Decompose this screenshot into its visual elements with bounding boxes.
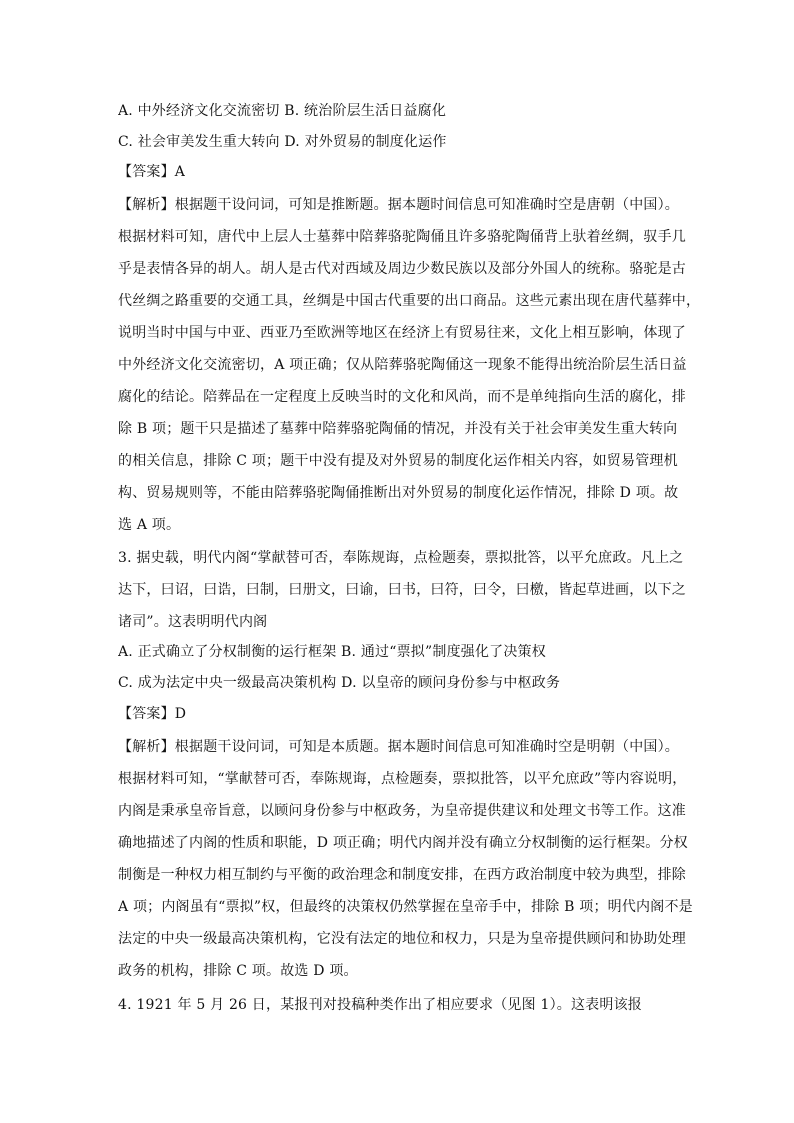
q3-analysis-line: 根据材料可知，“掌献替可否，奉陈规诲，点检题奏，票拟批答，以平允庶政”等内容说明， xyxy=(118,771,687,787)
q2-analysis-line: 【解析】根据题干设问词，可知是推断题。据本题时间信息可知准确时空是唐朝（中国）。 xyxy=(118,197,679,213)
q3-analysis-line: 政务的机构，排除 C 项。故选 D 项。 xyxy=(118,963,358,979)
q2-options-ab: A. 中外经济文化交流密切 B. 统治阶层生活日益腐化 xyxy=(118,103,447,119)
q3-analysis-line: 内阁是秉承皇帝旨意，以顾问身份参与中枢政务，为皇帝提供建议和处理文书等工作。这准 xyxy=(118,803,686,819)
q3-analysis-line: 法定的中央一级最高决策机构，它没有法定的地位和权力，只是为皇帝提供顾问和协助处理 xyxy=(118,931,686,947)
q2-options-cd: C. 社会审美发生重大转向 D. 对外贸易的制度化运作 xyxy=(118,134,447,150)
q3-analysis-line: 确地描述了内阁的性质和职能，D 项正确；明代内阁并没有确立分权制衡的运行框架。分权 xyxy=(118,835,688,851)
q3-answer: 【答案】D xyxy=(118,706,187,722)
q3-analysis-line: 制衡是一种权力相互制约与平衡的政治理念和制度安排，在西方政治制度中较为典型，排除 xyxy=(118,867,686,883)
q2-answer: 【答案】A xyxy=(118,164,186,180)
q2-analysis-line: 的相关信息，排除 C 项；题干中没有提及对外贸易的制度化运作相关内容，如贸易管理机 xyxy=(118,453,678,469)
q2-analysis-line: 根据材料可知，唐代中上层人士墓葬中陪葬骆驼陶俑且许多骆驼陶俑背上驮着丝绸，驭手几 xyxy=(118,229,686,245)
q3-stem-line: 3. 据史载，明代内阁“掌献替可否，奉陈规诲，点检题奏，票拟批答，以平允庶政。凡上之 xyxy=(118,550,684,566)
q2-analysis-line: 腐化的结论。陪葬品在一定程度上反映当时的文化和风尚，而不是单纯指向生活的腐化，排 xyxy=(118,389,686,405)
q3-analysis-line: 【解析】根据题干设问词，可知是本质题。据本题时间信息可知准确时空是明朝（中国）。 xyxy=(118,739,679,755)
q3-options-ab: A. 正式确立了分权制衡的运行框架 B. 通过“票拟”制度强化了决策权 xyxy=(118,644,546,660)
q2-analysis-line: 说明当时中国与中亚、西亚乃至欧洲等地区在经济上有贸易往来，文化上相互影响，体现了 xyxy=(118,325,686,341)
q3-stem-line: 诸司”。这表明明代内阁 xyxy=(118,614,268,630)
q2-analysis-line: 选 A 项。 xyxy=(118,517,181,533)
q3-stem-line: 达下，曰诏，曰诰，曰制，曰册文，曰谕，曰书，曰符，曰令，曰檄，皆起草进画，以下之 xyxy=(118,582,686,598)
q2-analysis-line: 构、贸易规则等，不能由陪葬骆驼陶俑推断出对外贸易的制度化运作情况，排除 D 项。故 xyxy=(118,485,679,501)
q2-analysis-line: 中外经济文化交流密切，A 项正确；仅从陪葬骆驼陶俑这一现象不能得出统治阶层生活日益 xyxy=(118,357,687,373)
q2-analysis-line: 乎是表情各异的胡人。胡人是古代对西域及周边少数民族以及部分外国人的统称。骆驼是古 xyxy=(118,261,686,277)
q3-options-cd: C. 成为法定中央一级最高决策机构 D. 以皇帝的顾问身份参与中枢政务 xyxy=(118,675,561,691)
q3-analysis-line: A 项；内阁虽有“票拟”权，但最终的决策权仍然掌握在皇帝手中，排除 B 项；明代内阁不是 xyxy=(118,899,693,915)
q4-stem-line: 4. 1921 年 5 月 26 日，某报刊对投稿种类作出了相应要求（见图 1）。这表明该报 xyxy=(118,997,642,1013)
q2-analysis-line: 代丝绸之路重要的交通工具，丝绸是中国古代重要的出口商品。这些元素出现在唐代墓葬中， xyxy=(118,293,701,309)
q2-analysis-line: 除 B 项；题干只是描述了墓葬中陪葬骆驼陶俑的情况，并没有关于社会审美发生重大转向 xyxy=(118,421,678,437)
